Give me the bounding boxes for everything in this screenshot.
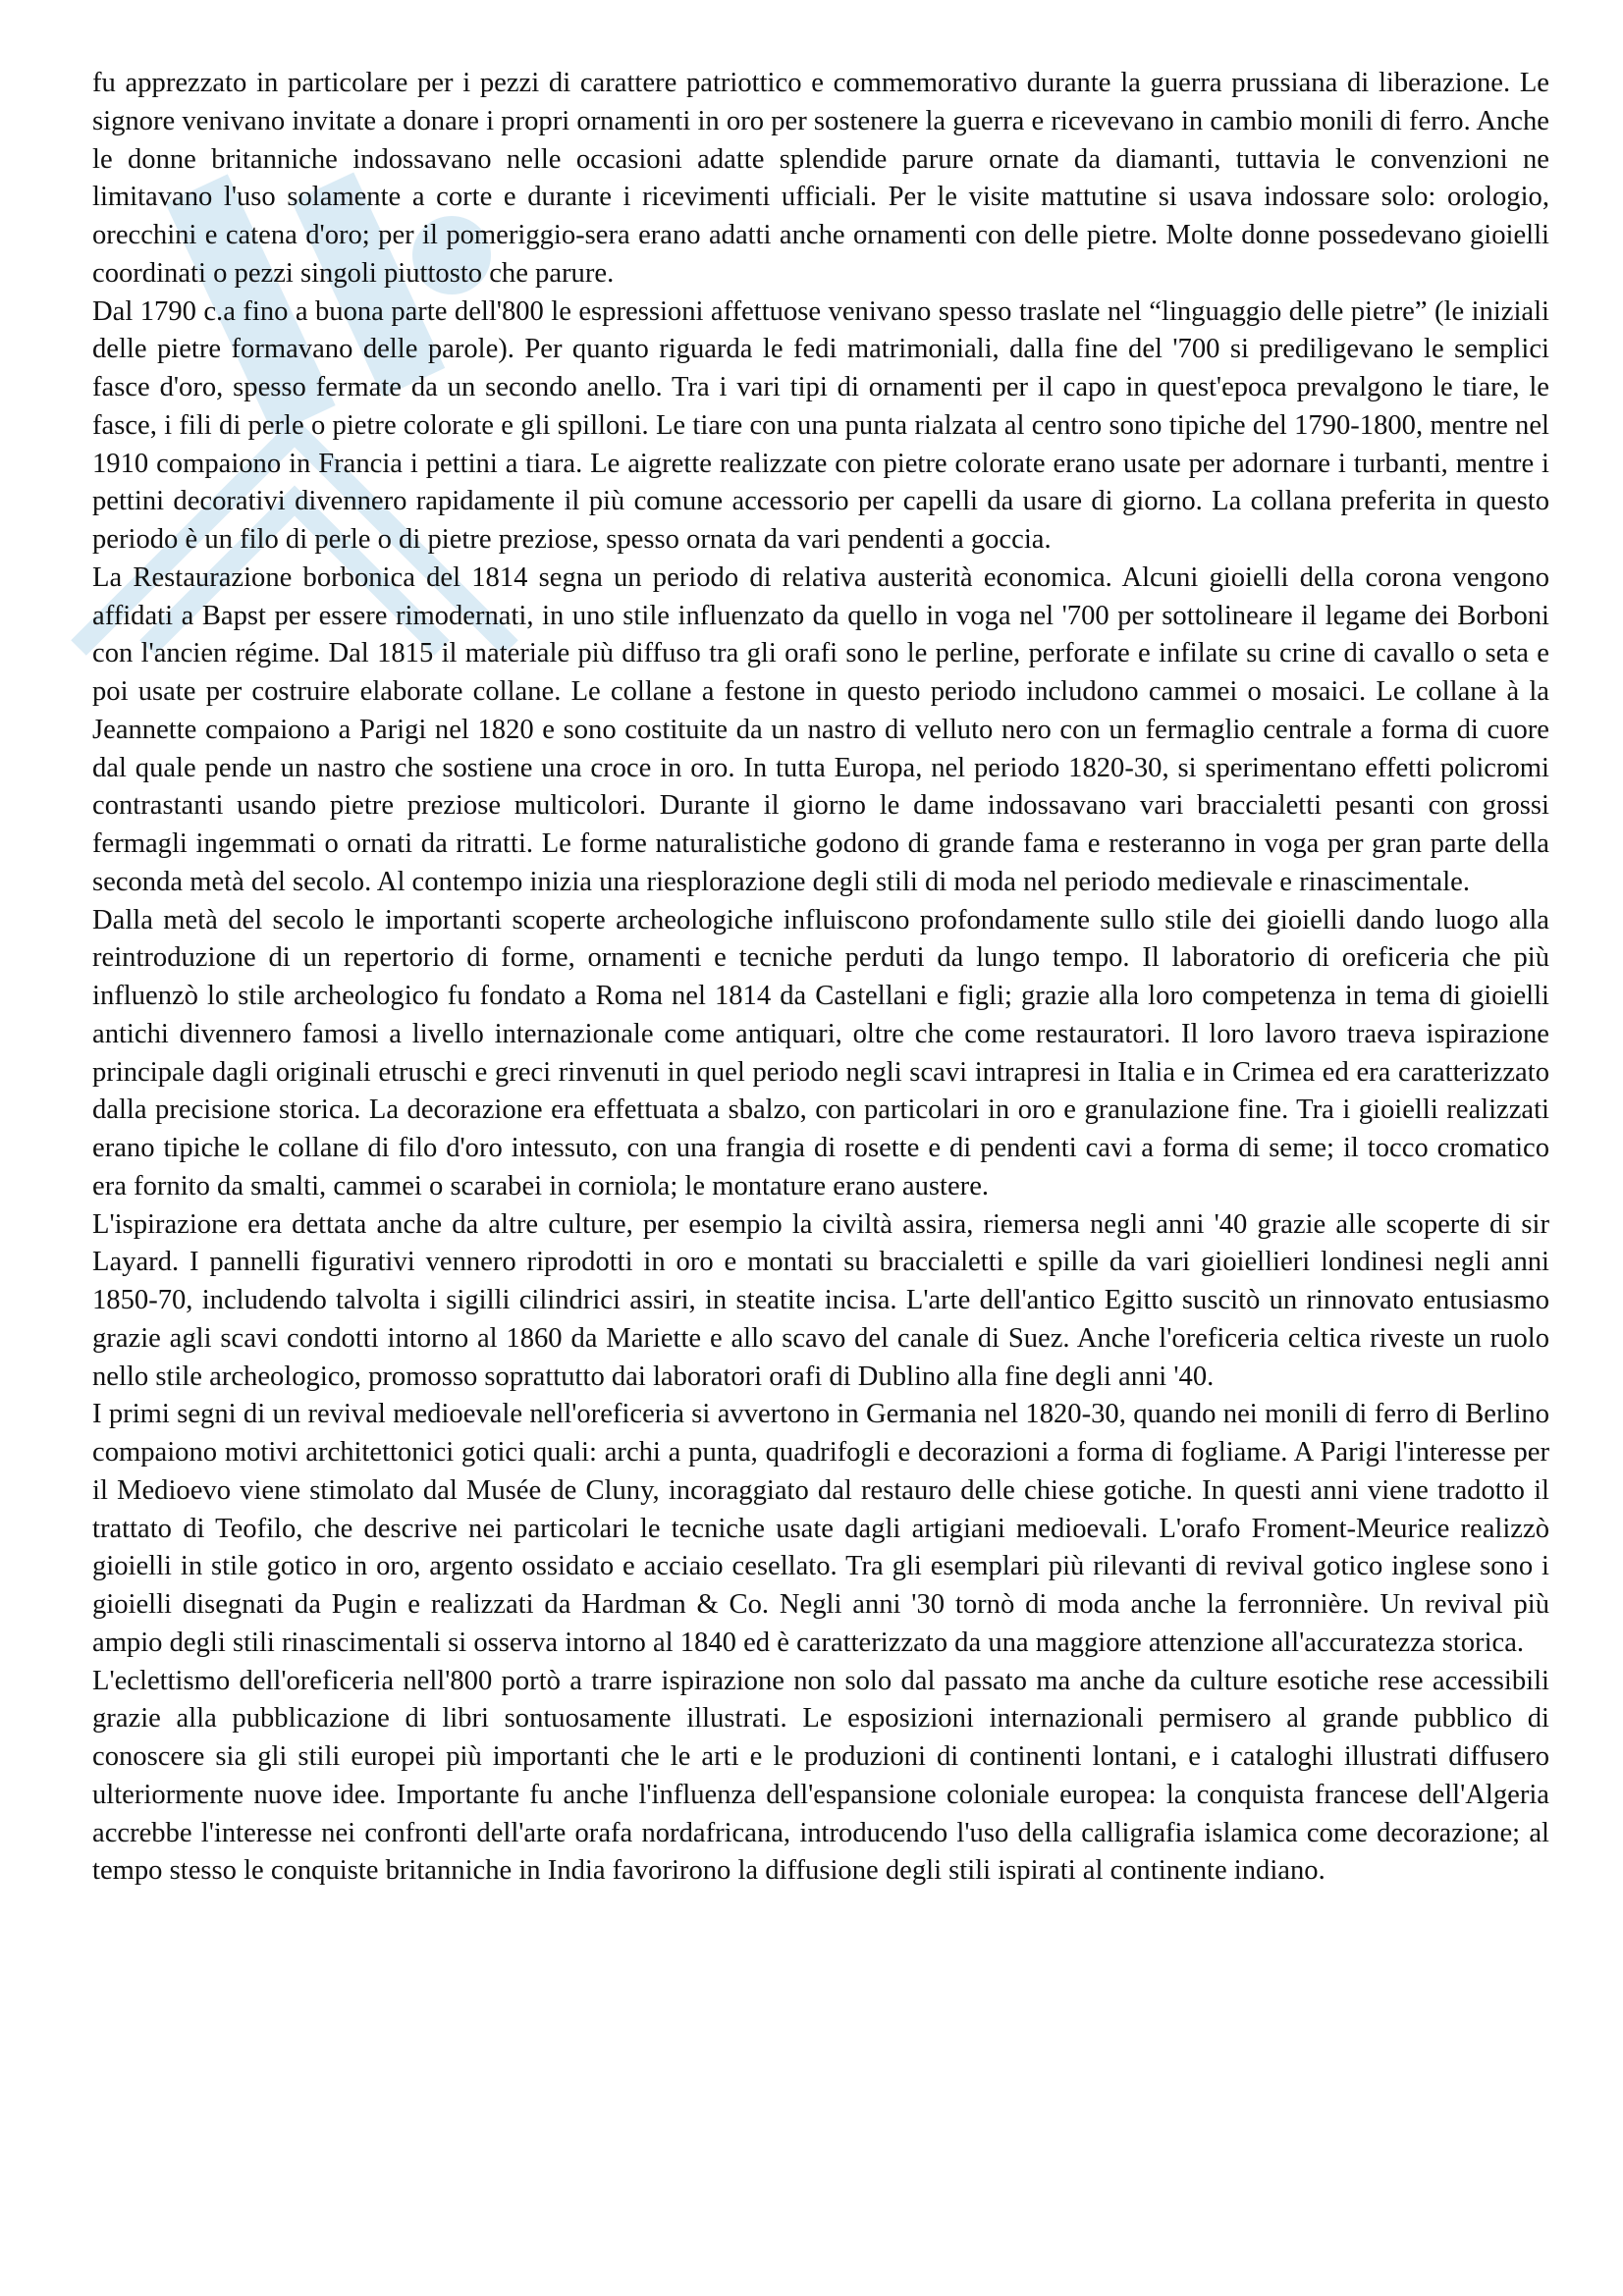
paragraph: Dalla metà del secolo le importanti scoperte archeologiche influiscono profondamente sullo stile dei gioielli dando luogo alla reintroduzione di un repertorio di forme, ornamenti e tecniche perduti da lungo tempo. Il laboratorio di oreficeria che più influenzò lo stile archeologico fu fondato a Roma nel 1814 da Castellani e figli; grazie alla loro competenza in tema di gioielli antichi divennero famosi a livello internazionale come antiquari, oltre che come restauratori. Il loro lavoro traeva ispirazione principale dagli originali etruschi e greci rinvenuti in quel periodo negli scavi intrapresi in Italia e in Crimea ed era caratterizzato dalla precisione storica. La decorazione era effettuata a sbalzo, con particolari in oro e granulazione fine. Tra i gioielli realizzati erano tipiche le collane di filo d'oro intessuto, con una frangia di rosette e di pendenti cavi a forma di seme; il tocco cromatico era fornito da smalti, cammei o scarabei in corniola; le montature erano austere. bbox=[92, 904, 1549, 1201]
paragraph: L'ispirazione era dettata anche da altre culture, per esempio la civiltà assira, riemersa negli anni '40 grazie alle scoperte di sir Layard. I pannelli figurativi vennero riprodotti in oro e montati su braccialetti e spille da vari gioiellieri londinesi negli anni 1850-70, includendo talvolta i sigilli cilindrici assiri, in steatite incisa. L'arte dell'antico Egitto suscitò un rinnovato entusiasmo grazie agli scavi condotti intorno al 1860 da Mariette e allo scavo del canale di Suez. Anche l'oreficeria celtica riveste un ruolo nello stile archeologico, promosso soprattutto dai laboratori orafi di Dublino alla fine degli anni '40. bbox=[92, 1208, 1549, 1392]
paragraph: I primi segni di un revival medioevale nell'oreficeria si avvertono in Germania nel 1820-30, quando nei monili di ferro di Berlino compaiono motivi architettonici gotici quali: archi a punta, quadrifogli e decorazioni a forma di fogliame. A Parigi l'interesse per il Medioevo viene stimolato dal Musée de Cluny, incoraggiato dal restauro delle chiese gotiche. In questi anni viene tradotto il trattato di Teofilo, che descrive nei particolari le tecniche usate dagli artigiani medioevali. L'orafo Froment-Meurice realizzò gioielli in stile gotico in oro, argento ossidato e acciaio cesellato. Tra gli esemplari più rilevanti di revival gotico inglese sono i gioielli disegnati da Pugin e realizzati da Hardman & Co. Negli anni '30 tornò di moda anche la ferronnière. Un revival più ampio degli stili rinascimentali si osserva intorno al 1840 ed è caratterizzato da una maggiore attenzione all'accuratezza storica. bbox=[92, 1399, 1549, 1658]
paragraph: Dal 1790 c.a fino a buona parte dell'800 le espressioni affettuose venivano spesso traslate nel “linguaggio delle pietre” (le iniziali delle pietre formavano delle parole). Per quanto riguarda le fedi matrimoniali, dalla fine del '700 si prediligevano le semplici fasce d'oro, spesso fermate da un secondo anello. Tra i vari tipi di ornamenti per il capo in quest'epoca prevalgono le tiare, le fasce, i fili di perle o pietre colorate e gli spilloni. Le tiare con una punta rialzata al centro sono tipiche del 1790-1800, mentre nel 1910 compaiono in Francia i pettini a tiara. Le aigrette realizzate con pietre colorate erano usate per adornare i turbanti, mentre i pettini decorativi divennero rapidamente il più comune accessorio per capelli da usare di giorno. La collana preferita in questo periodo è un filo di perle o di pietre preziose, spesso ornata da vari pendenti a goccia. bbox=[92, 295, 1549, 555]
paragraph: L'eclettismo dell'oreficeria nell'800 portò a trarre ispirazione non solo dal passato ma anche da culture esotiche rese accessibili grazie alla pubblicazione di libri sontuosamente illustrati. Le esposizioni internazionali permisero al grande pubblico di conoscere sia gli stili europei più importanti che le arti e le produzioni di continenti lontani, e i cataloghi illustrati diffusero ulteriormente nuove idee. Importante fu anche l'influenza dell'espansione coloniale europea: la conquista francese dell'Algeria accrebbe l'interesse nei confronti dell'arte orafa nordafricana, introducendo l'uso della calligrafia islamica come decorazione; al tempo stesso le conquiste britanniche in India favorirono la diffusione degli stili ispirati al continente indiano. bbox=[92, 1665, 1549, 1887]
paragraph: La Restaurazione borbonica del 1814 segna un periodo di relativa austerità economica. Alcuni gioielli della corona vengono affidati a Bapst per essere rimodernati, in uno stile influenzato da quello in voga nel '700 per sottolineare il legame dei Borboni con l'ancien régime. Dal 1815 il materiale più diffuso tra gli orafi sono le perline, perforate e infilate su crine di cavallo o seta e poi usate per costruire elaborate collane. Le collane a festone in questo periodo includono cammei o mosaici. Le collane à la Jeannette compaiono a Parigi nel 1820 e sono costituite da un nastro di velluto nero con un fermaglio centrale a forma di cuore dal quale pende un nastro che sostiene una croce in oro. In tutta Europa, nel periodo 1820-30, si sperimentano effetti policromi contrastanti usando pietre preziose multicolori. Durante il giorno le dame indossavano vari braccialetti pesanti con grossi fermagli ingemmati o ornati da ritratti. Le forme naturalistiche godono di grande fama e resteranno in voga per gran parte della seconda metà del secolo. Al contempo inizia una riesplorazione degli stili di moda nel periodo medievale e rinascimentale. bbox=[92, 561, 1549, 897]
paragraph: fu apprezzato in particolare per i pezzi di carattere patriottico e commemorativo durante la guerra prussiana di liberazione. Le signore venivano invitate a donare i propri ornamenti in oro per sostenere la guerra e ricevevano in cambio monili di ferro. Anche le donne britanniche indossavano nelle occasioni adatte splendide parure ornate da diamanti, tuttavia le convenzioni ne limitavano l'uso solamente a corte e durante i ricevimenti ufficiali. Per le visite mattutine si usava indossare solo: orologio, orecchini e catena d'oro; per il pomeriggio-sera erano adatti anche ornamenti con delle pietre. Molte donne possedevano gioielli coordinati o pezzi singoli piuttosto che parure. bbox=[92, 68, 1549, 289]
document-body bbox=[92, 65, 1549, 1891]
